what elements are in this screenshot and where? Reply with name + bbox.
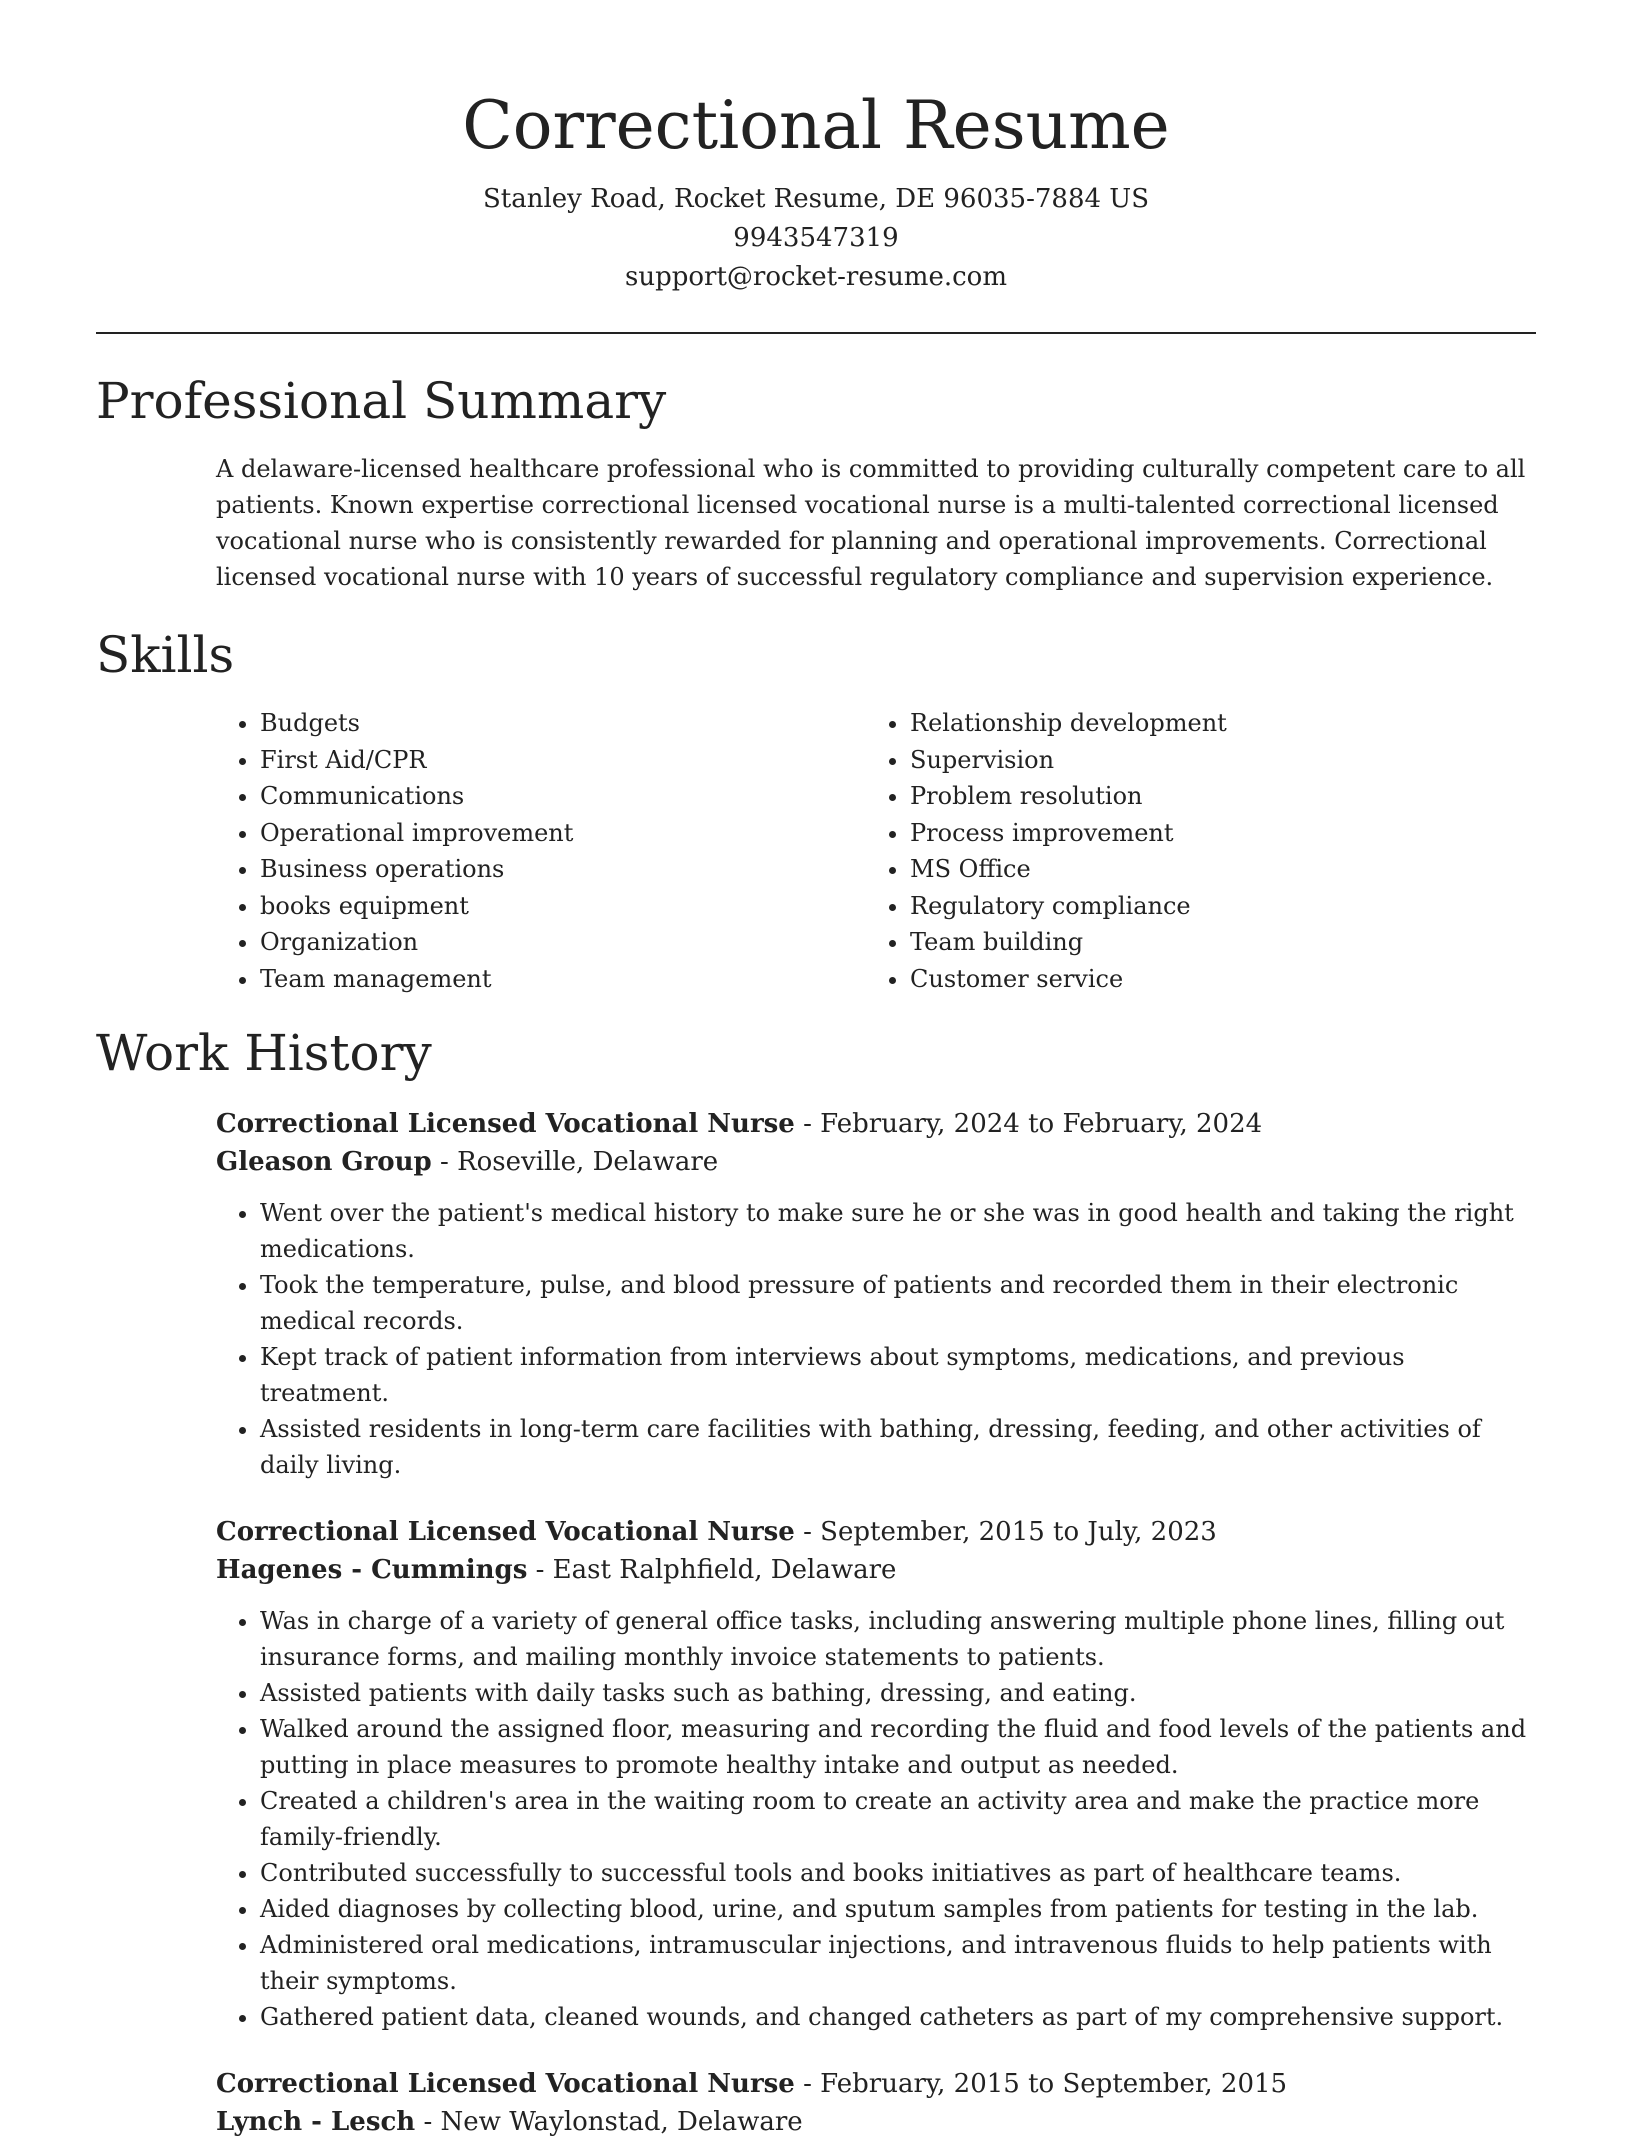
skill-item: • Relationship development [910, 705, 1516, 742]
skill-item: • Budgets [260, 705, 866, 742]
job-bullet: • Created a children's area in the waiting room to create an activity area and make the practice more family-friendly. [260, 1783, 1536, 1855]
job-dates: February, 2024 to February, 2024 [820, 1109, 1263, 1139]
skill-item: • Operational improvement [260, 815, 866, 852]
job-company-line: Gleason Group - Roseville, Delaware [216, 1147, 719, 1177]
job-location: Roseville, Delaware [457, 1147, 719, 1177]
job-title-line: Correctional Licensed Vocational Nurse - February, 2015 to September, 2015 [216, 2069, 1288, 2099]
skills-column-left [216, 705, 866, 997]
job-bullet-list [216, 1603, 1536, 2035]
skills-section [96, 623, 1536, 997]
job-company: Lynch - Lesch [216, 2107, 416, 2137]
contact-address: Stanley Road, Rocket Resume, DE 96035-7884 US [482, 184, 1150, 214]
job-bullet: • Kept track of patient information from interviews about symptoms, medications, and previous treatment. [260, 1339, 1536, 1411]
skill-item: • MS Office [910, 851, 1516, 888]
resume-title: Correctional Resume [462, 87, 1170, 164]
resume-page [96, 0, 1536, 2141]
skill-item: • Team building [910, 924, 1516, 961]
skill-item: • First Aid/CPR [260, 742, 866, 779]
skill-item: • Organization [260, 924, 866, 961]
header-divider [96, 332, 1536, 334]
job-bullet: • Contributed successfully to successful tools and books initiatives as part of healthcare teams. [260, 1855, 1536, 1891]
skill-item: • Business operations [260, 851, 866, 888]
job-bullet: • Was in charge of a variety of general office tasks, including answering multiple phone lines, filling out insurance forms, and mailing monthly invoice statements to patients. [260, 1603, 1536, 1675]
job-company-line: Hagenes - Cummings - East Ralphfield, Delaware [216, 1555, 897, 1585]
contact-block [96, 180, 1536, 297]
job-title-line: Correctional Licensed Vocational Nurse - September, 2015 to July, 2023 [216, 1517, 1217, 1547]
job-company: Hagenes - Cummings [216, 1555, 528, 1585]
skill-item: • Team management [260, 961, 866, 998]
work-history-section [96, 1021, 1536, 2141]
skill-item: • Customer service [910, 961, 1516, 998]
job-location: New Waylonstad, Delaware [440, 2107, 803, 2137]
skill-item: • Supervision [910, 742, 1516, 779]
skill-item: • Problem resolution [910, 778, 1516, 815]
contact-email: support@rocket-resume.com [624, 262, 1007, 292]
job-entry [216, 1513, 1536, 2035]
job-bullet-list [216, 1195, 1536, 1483]
summary-heading: Professional Summary [96, 372, 667, 430]
skills-heading: Skills [96, 626, 235, 684]
job-bullet: • Assisted patients with daily tasks such as bathing, dressing, and eating. [260, 1675, 1536, 1711]
job-bullet: • Assisted residents in long-term care facilities with bathing, dressing, feeding, and other activities of daily living. [260, 1411, 1536, 1483]
skills-column-right [866, 705, 1516, 997]
summary-text: A delaware-licensed healthcare professional who is committed to providing culturally competent care to all patients. Known expertise correctional licensed vocational nurse is a multi-talented correctional licensed vocational nurse who is consistently rewarded for planning and operational improvements. Correctional licensed vocational nurse with 10 years of successful regulatory compliance and supervision experience. [216, 455, 1526, 591]
job-entry [216, 1105, 1536, 1483]
summary-section [96, 369, 1536, 595]
job-bullet: • Went over the patient's medical history to make sure he or she was in good health and taking the right medications. [260, 1195, 1536, 1267]
job-title-line: Correctional Licensed Vocational Nurse - February, 2024 to February, 2024 [216, 1109, 1263, 1139]
job-title: Correctional Licensed Vocational Nurse [216, 1109, 795, 1139]
job-title: Correctional Licensed Vocational Nurse [216, 2069, 795, 2099]
resume-header [96, 0, 1536, 297]
job-company-line: Lynch - Lesch - New Waylonstad, Delaware [216, 2107, 803, 2137]
skill-item: • Regulatory compliance [910, 888, 1516, 925]
job-bullet: • Administered oral medications, intramuscular injections, and intravenous fluids to help patients with their symptoms. [260, 1927, 1536, 1999]
job-bullet: • Aided diagnoses by collecting blood, urine, and sputum samples from patients for testing in the lab. [260, 1891, 1536, 1927]
skill-item: • Process improvement [910, 815, 1516, 852]
job-location: East Ralphfield, Delaware [552, 1555, 897, 1585]
job-bullet: • Gathered patient data, cleaned wounds, and changed catheters as part of my comprehensive support. [260, 1999, 1536, 2035]
job-title: Correctional Licensed Vocational Nurse [216, 1517, 795, 1547]
job-dates: February, 2015 to September, 2015 [820, 2069, 1288, 2099]
contact-phone: 9943547319 [733, 223, 899, 253]
skill-item: • Communications [260, 778, 866, 815]
skills-grid [216, 705, 1536, 997]
job-bullet: • Took the temperature, pulse, and blood pressure of patients and recorded them in their electronic medical records. [260, 1267, 1536, 1339]
job-bullet: • Walked around the assigned floor, measuring and recording the fluid and food levels of the patients and putting in place measures to promote healthy intake and output as needed. [260, 1711, 1536, 1783]
work-history-heading: Work History [96, 1024, 432, 1082]
job-company: Gleason Group [216, 1147, 432, 1177]
skill-item: • books equipment [260, 888, 866, 925]
job-entry [216, 2065, 1536, 2141]
job-dates: September, 2015 to July, 2023 [820, 1517, 1217, 1547]
